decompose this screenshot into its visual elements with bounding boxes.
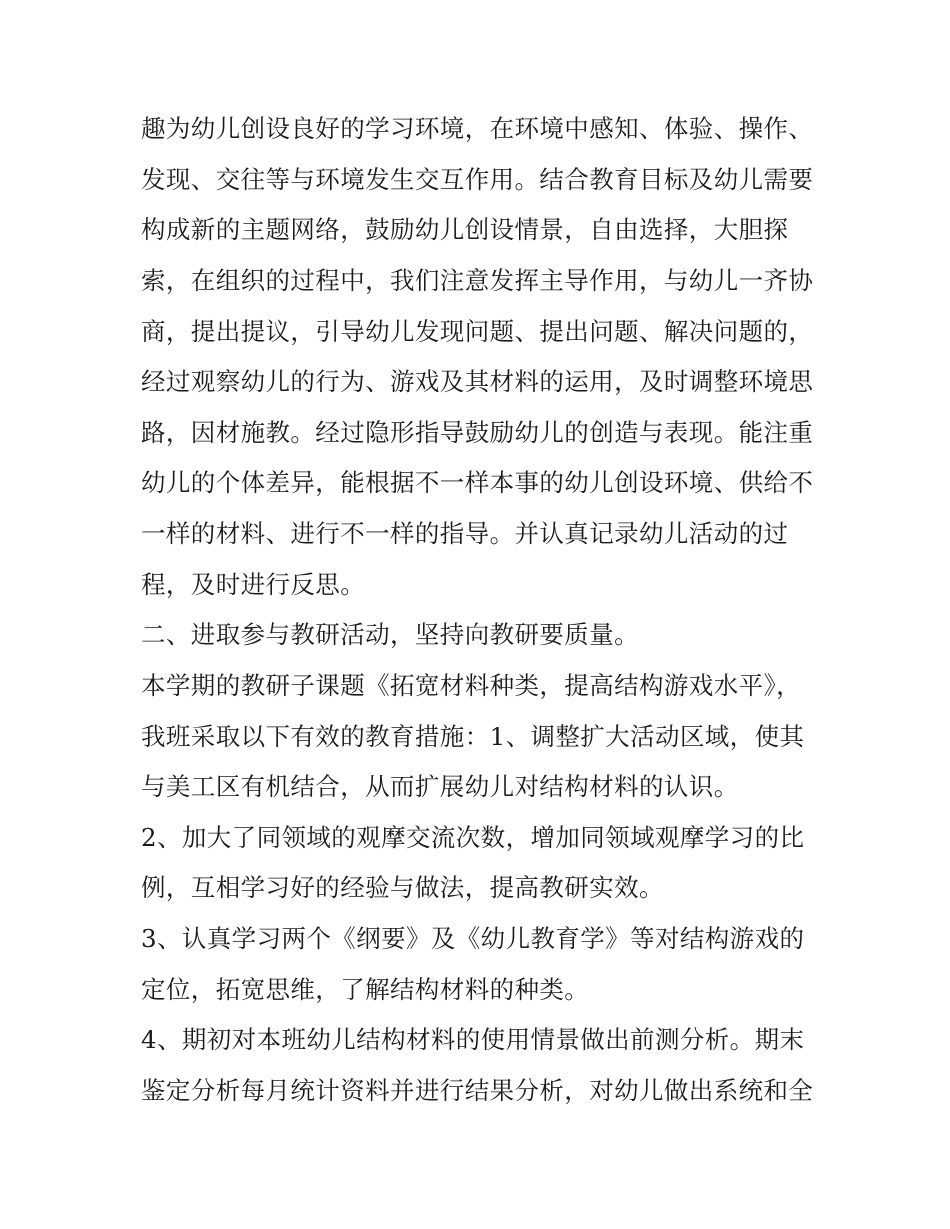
text-line: 发现、交往等与环境发生交互作用。结合教育目标及幼儿需要	[141, 165, 814, 194]
text-line: 路，因材施教。经过隐形指导鼓励幼儿的创造与表现。能注重	[141, 418, 814, 447]
text-line: 例，互相学习好的经验与做法，提高教研实效。	[141, 873, 664, 902]
text-line: 本学期的教研子课题《拓宽材料种类，提高结构游戏水平》，	[141, 671, 802, 700]
text-line: 4、期初对本班幼儿结构材料的使用情景做出前测分析。期末	[141, 1025, 805, 1054]
text-line: 经过观察幼儿的行为、游戏及其材料的运用，及时调整环境思	[141, 367, 814, 396]
text-line: 程，及时进行反思。	[141, 570, 366, 599]
text-line: 我班采取以下有效的教育措施：1、调整扩大活动区域，使其	[141, 722, 805, 751]
text-line: 趣为幼儿创设良好的学习环境，在环境中感知、体验、操作、	[141, 114, 814, 143]
text-line: 幼儿的个体差异，能根据不一样本事的幼儿创设环境、供给不	[141, 468, 814, 497]
text-line: 索，在组织的过程中，我们注意发挥主导作用，与幼儿一齐协	[141, 266, 814, 295]
text-line: 商，提出提议，引导幼儿发现问题、提出问题、解决问题的，	[141, 317, 814, 346]
text-line: 3、认真学习两个《纲要》及《幼儿教育学》等对结构游戏的	[141, 924, 805, 953]
text-line: 鉴定分析每月统计资料并进行结果分析，对幼儿做出系统和全	[141, 1076, 814, 1105]
text-line: 与美工区有机结合，从而扩展幼儿对结构材料的认识。	[141, 772, 739, 801]
text-line: 2、加大了同领域的观摩交流次数，增加同领域观摩学习的比	[141, 823, 805, 852]
text-line: 一样的材料、进行不一样的指导。并认真记录幼儿活动的过	[141, 519, 789, 548]
text-line: 定位，拓宽思维，了解结构材料的种类。	[141, 975, 590, 1004]
text-line: 构成新的主题网络，鼓励幼儿创设情景，自由选择，大胆探	[141, 215, 789, 244]
section-heading: 二、进取参与教研活动，坚持向教研要质量。	[141, 620, 639, 649]
